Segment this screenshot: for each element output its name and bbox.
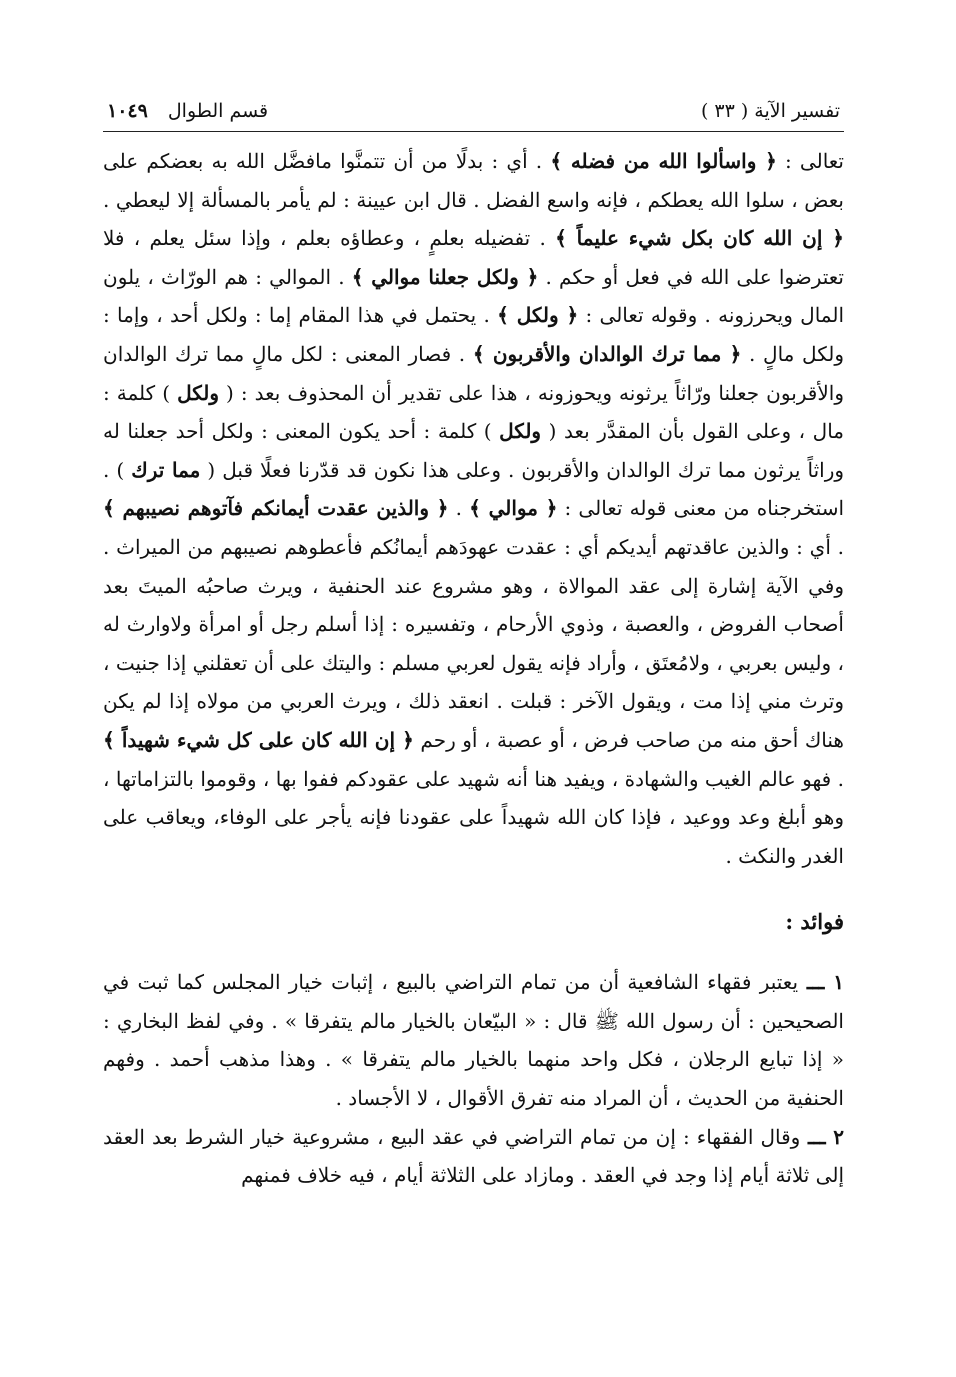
- text-run: . أي : والذين عاقدتهم أيديكم أي : عقدت عهودَهم أيمانُكم فأعطوهم نصيبهم من الميراث . وفي الآية إشارة إلى عقد الموالاة ، وهو مشروع عند الحنفية ، ويرث صاحبُه الميتَ بعد أصحاب الفروض ، والعصبة ، وذوي الأرحام ، وتفسيره : إذا أسلم رجل أو امرأة ولاوارث له ، وليس بعربي ، ولامُعتَق ، وأراد فإنه يقول لعربي مسلم : واليتك على أن تعقلني إذا جنيت ، وترث مني إذا مت ، ويقول الآخر : قبلت . انعقد ذلك ، ويرث العربي من مولاه إذا لم يكن هناك أحق منه من صاحب فرض ، أو عصبة ، أو رحم: [103, 534, 845, 752]
- header-section-name: قسم الطوال: [167, 100, 269, 122]
- header-section: [107, 100, 268, 122]
- text-run: ) كلمة : أحد يكون المعنى : ولكل أحد جعلنا له وراثاً يرثون مما ترك الوالدان والأقربون . وعلى هذا نكون قد قدّرنا فعلًا قبل (: [103, 419, 845, 482]
- page-number: ١٠٤٩: [107, 100, 148, 122]
- benefit-item: [103, 1118, 844, 1195]
- quran-quote: ﴿ واسألوا الله من فضله ﴾: [550, 149, 777, 173]
- text-run: . الموالي : هم الورّاث ، يلون المال ويحرزونه . وقوله تعالى :: [103, 264, 845, 328]
- text-run: ) . استخرجناه من معنى قوله تعالى :: [103, 457, 845, 521]
- text-run: يعتبر فقهاء الشافعية أن من تمام التراضي بالبيع ، إثبات خيار المجلس كما ثبت في الصحيحين : أن رسول الله ﷺ قال : « البيّعان بالخيار مالم يتفرقا » . وفي لفظ البخاري : « إذا تبايع الرجلان ، فكل واحد منهما بالخيار مالم يتفرقا » . وهذا مذهب أحمد . وفهم الحنفية من الحديث ، أن المراد منه تفرق الأقوال ، لا الأجساد .: [103, 970, 844, 1111]
- benefit-item: [103, 963, 844, 1117]
- quran-quote: ﴿ ولكل ﴾: [497, 303, 579, 328]
- text-run: وقال الفقهاء : إن من تمام التراضي في عقد البيع ، مشروعية خيار الشرط بعد العقد إلى ثلاثة أيام إذا وجد في العقد . ومازاد على الثلاثة أيام ، فيه خلاف فمنهم: [103, 1124, 844, 1188]
- main-paragraph: [103, 142, 844, 875]
- text-run: ) كلمة : مال ، وعلى القول بأن المقدَّر بعد (: [103, 380, 844, 444]
- quran-quote: ﴿ إن الله كان بكل شيء عليماً ﴾: [555, 226, 844, 251]
- quran-quote: ﴿ والذين عقدت أيمانكم فآتوهم نصيبهم ﴾: [103, 496, 449, 521]
- header-verse-title: تفسير الآية ( ٣٣ ): [700, 100, 840, 122]
- text-run: تعالى :: [776, 149, 845, 173]
- text-run: . أي : بدلًا من أن تتمنَّوا مافضَّل الله به بعضكم على بعض ، سلوا الله يعطكم ، فإنه واسع الفضل . قال ابن عيينة : لم يأمر بالمسألة إلا ليعطي .: [103, 149, 844, 212]
- tafsir-body: [103, 142, 844, 1195]
- quran-quote: ﴿ موالي ﴾: [469, 496, 558, 521]
- text-run: . تفضيله بعلمٍ ، وعطاؤه بعلم ، وإذا سئل يعلم ، فلا تعترضوا على الله في فعل أو حكم .: [103, 226, 844, 289]
- quran-quote: ﴿ ولكل جعلنا موالي ﴾: [351, 264, 539, 289]
- quran-quote: ﴿ مما ترك الوالدان والأقربون ﴾: [472, 341, 742, 366]
- section-title: فوائد :: [785, 909, 844, 935]
- quran-quote: ﴿ إن الله كان على كل شيء شهيداً ﴾: [103, 727, 414, 752]
- quran-quote: ولكل: [499, 419, 542, 444]
- quran-quote: مما ترك: [131, 457, 201, 482]
- text-run: . فهو عالم الغيب والشهادة ، ويفيد هنا أنه شهيد على عقودكم ففوا بها ، وقوموا بالتزاماتها ، وهو أبلغ وعد ووعيد ، فإذا كان الله شهيداً على عقودنا فإنه يأجر على الوفاء، ويعاقب على الغدر والنكث .: [103, 766, 844, 868]
- quran-quote: ولكل: [177, 380, 220, 405]
- text-run: . فصار المعنى : لكل مالٍ مما ترك الوالدان والأقربون جعلنا ورّاثاً يرثونه ويحوزونه ، هذا على تقدير أن المحذوف بعد : (: [103, 341, 844, 405]
- text-run: . يحتمل في هذا المقام إما : ولكل أحد ، وإما : ولكل مالٍ .: [103, 303, 844, 366]
- running-header: [103, 100, 844, 132]
- benefits-list: [103, 963, 844, 1195]
- text-run: .: [448, 496, 470, 521]
- benefit-number: ١ ـــ: [798, 970, 844, 995]
- benefit-number: ٢ ـــ: [800, 1124, 844, 1149]
